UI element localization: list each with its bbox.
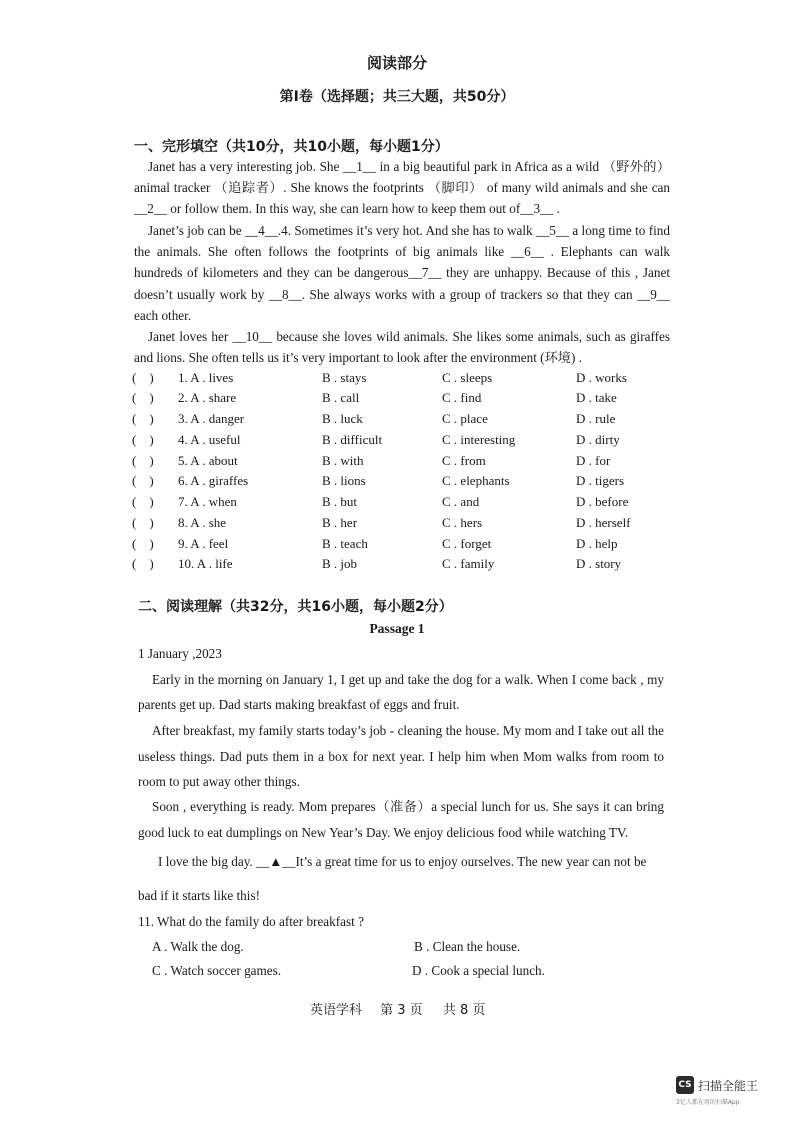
option-row (132, 388, 672, 408)
answer-blank[interactable]: ( ) (132, 515, 154, 530)
option-c: C . hers (442, 515, 483, 530)
scanner-watermark (676, 1076, 786, 1110)
option-d: D . dirty (576, 432, 620, 447)
cloze-paragraph-1: Janet has a very interesting job. She __1__ in a big beautiful park in Africa as a wild （野外的） animal tracker （追踪者）. She knows the footprints （脚印） of many wild animals and she can __2__ or follow them. In this way, she can learn how to keep them out of__3__ . (134, 159, 670, 217)
answer-blank[interactable]: ( ) (132, 370, 154, 385)
footer-subject: 英语学科 (310, 1003, 363, 1018)
section2-heading: 二、阅读理解（共32分，共16小题，每小题2分） (138, 599, 453, 615)
option-row (132, 451, 672, 471)
option-row (132, 471, 672, 491)
option-d: D . tigers (576, 473, 625, 488)
option-d: D . herself (576, 515, 631, 530)
camscanner-logo-icon: CS (676, 1076, 694, 1094)
option-b: B . difficult (322, 432, 383, 447)
option-b: B . luck (322, 411, 363, 426)
passage-date: 1 January ,2023 (138, 646, 222, 661)
answer-blank[interactable]: ( ) (132, 536, 154, 551)
option-b: B . call (322, 390, 360, 405)
passage-paragraph-1: Early in the morning on January 1, I get up and take the dog for a walk. When I come back , my parents get up. Dad starts making breakfast of eggs and fruit. (138, 672, 664, 712)
q11-option-a: A . Walk the dog. (152, 939, 244, 954)
answer-blank[interactable]: ( ) (132, 390, 154, 405)
passage-paragraph-2: After breakfast, my family starts today’s job - cleaning the house. My mom and I take out all the useless things. Dad puts them in a box for next year. I help him when Mom walks from room to room to put away other things. (138, 723, 664, 789)
option-b: B . stays (322, 370, 367, 385)
option-c: C . forget (442, 536, 492, 551)
answer-blank[interactable]: ( ) (132, 453, 154, 468)
option-a: 9. A . feel (178, 536, 229, 551)
option-d: D . help (576, 536, 618, 551)
section1-heading: 一、完形填空（共10分，共10小题，每小题1分） (134, 139, 449, 155)
option-d: D . story (576, 556, 622, 571)
option-d: D . works (576, 370, 627, 385)
option-a: 10. A . life (178, 556, 233, 571)
option-row (132, 368, 672, 388)
option-c: C . from (442, 453, 486, 468)
option-c: C . and (442, 494, 480, 509)
option-d: D . rule (576, 411, 616, 426)
q11-option-d: D . Cook a special lunch. (412, 963, 545, 978)
option-c: C . sleeps (442, 370, 493, 385)
watermark-name: 扫描全能王 (698, 1079, 759, 1093)
option-a: 8. A . she (178, 515, 227, 530)
footer-total: 共 8 页 (442, 1003, 486, 1018)
answer-blank[interactable]: ( ) (132, 494, 154, 509)
option-b: B . teach (322, 536, 368, 551)
option-b: B . lions (322, 473, 366, 488)
q11-option-c: C . Watch soccer games. (152, 963, 282, 978)
option-c: C . interesting (442, 432, 516, 447)
option-b: B . with (322, 453, 364, 468)
option-row (132, 534, 672, 554)
option-a: 1. A . lives (178, 370, 234, 385)
answer-blank[interactable]: ( ) (132, 411, 154, 426)
answer-blank[interactable]: ( ) (132, 473, 154, 488)
answer-blank[interactable]: ( ) (132, 556, 154, 571)
option-b: B . but (322, 494, 358, 509)
paper-subtitle: 第Ⅰ卷（选择题；共三大题，共50分） (279, 89, 515, 105)
passage-paragraph-4-line-1: I love the big day. __▲__It’s a great time for us to enjoy ourselves. The new year can not be (158, 854, 647, 869)
option-c: C . elephants (442, 473, 510, 488)
passage-paragraph-4-line-2: bad if it starts like this! (138, 888, 260, 903)
option-a: 2. A . share (178, 390, 237, 405)
watermark-tagline: 3亿人都在用的扫描App (676, 1099, 740, 1106)
option-row (132, 554, 672, 574)
answer-blank[interactable]: ( ) (132, 432, 154, 447)
option-c: C . family (442, 556, 495, 571)
option-a: 6. A . giraffes (178, 473, 249, 488)
option-a: 7. A . when (178, 494, 237, 509)
passage-title: Passage 1 (369, 621, 425, 636)
question-11: 11. What do the family do after breakfast ? (138, 914, 364, 929)
option-row (132, 430, 672, 450)
option-b: B . job (322, 556, 358, 571)
page-footer (310, 999, 510, 1018)
option-row (132, 513, 672, 533)
page-title: 阅读部分 (366, 54, 427, 72)
footer-page: 第 3 页 (380, 1003, 423, 1018)
option-b: B . her (322, 515, 358, 530)
option-a: 5. A . about (178, 453, 238, 468)
option-c: C . place (442, 411, 488, 426)
passage-paragraph-3: Soon , everything is ready. Mom prepares（准备）a special lunch for us. She says it can bring good luck to eat dumplings on New Year’s Day. We enjoy delicious food while watching TV. (138, 799, 664, 840)
cloze-paragraph-3: Janet loves her __10__ because she loves wild animals. She likes some animals, such as giraffes and lions. She often tells us it’s very important to look after the environment (环境) . (134, 329, 670, 366)
option-d: D . for (576, 453, 611, 468)
option-d: D . take (576, 390, 617, 405)
option-d: D . before (576, 494, 629, 509)
option-a: 4. A . useful (178, 432, 241, 447)
option-a: 3. A . danger (178, 411, 245, 426)
cloze-paragraph-2: Janet’s job can be __4__.4. Sometimes it’s very hot. And she has to walk __5__ a long time to find the animals. She often follows the footprints of big animals like __6__ . Elephants can walk hundreds of kilometers and they can be dangerous__7__ they are unhappy. Because of this , Janet doesn’t usually work by __8__. She always works with a group of trackers so that they can __9__ each other. (134, 223, 670, 323)
option-row (132, 492, 672, 512)
option-row (132, 409, 672, 429)
option-c: C . find (442, 390, 482, 405)
q11-option-b: B . Clean the house. (414, 939, 521, 954)
